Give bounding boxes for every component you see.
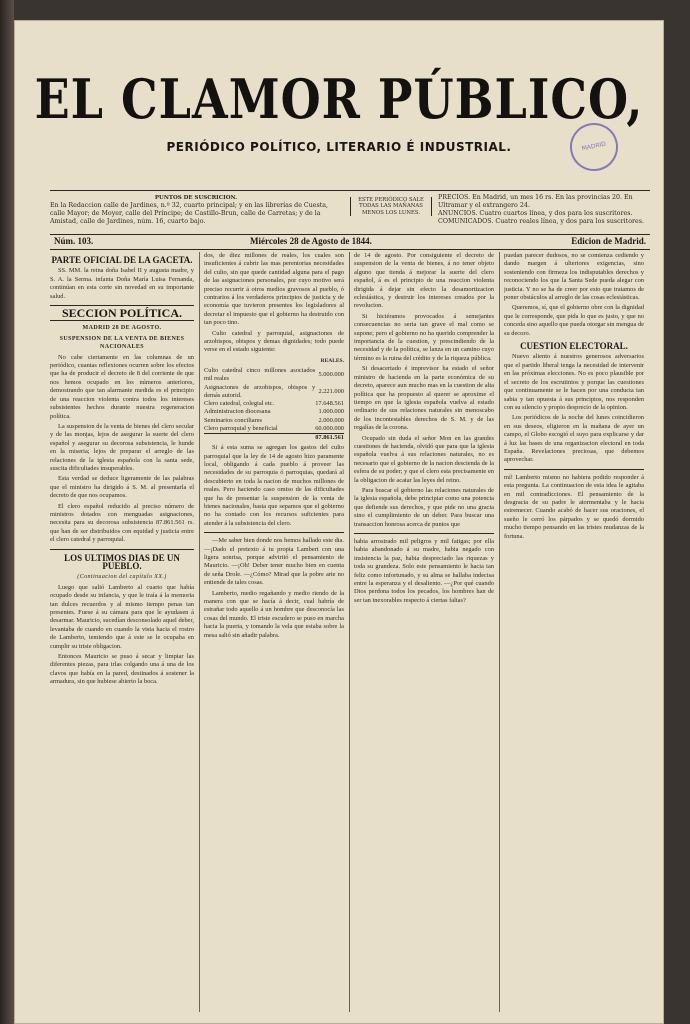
paragraph: Si hiciéramos provocados á semejantes consecuencias no seria tan grave el mal como se supone; pero el gobierno no ha querido comprender la importancia de la cuestion, y prescindiendo de la necesidad y de la política, se lanza en un camino cuyo término es la ruina del crédito y de la riqueza pública. <box>354 312 494 362</box>
electoral-heading: CUESTION ELECTORAL. <box>520 341 628 352</box>
paragraph: Nuevo aliento á nuestros generosos adversarios que el partido liberal tenga la necesidad de intervenir en las próximas elecciones. No es poco plausible por el secreto de los escrutinios y porque las cuestiones que continuamente se le hacen por una conducta tan sabia y tan opuesta á sus principios, nos responden con su silencio y propio desprecio de la opinion. <box>504 353 644 411</box>
table-value: 17.648.561 <box>315 400 344 408</box>
table-row <box>204 417 344 425</box>
prices-block <box>438 194 652 225</box>
issue-number: Núm. 103. <box>54 236 94 246</box>
paragraph: Ocupado sin duda el señor Mon en las grandes cuestiones de hacienda, olvidó que para que la iglesia española vuelva á sus relaciones naturales, no es necesario que el gobierno de la nacion descienda de la esfera de su poder; y que el clero esta precisamente en la obligacion de acatar las leyes del reino. <box>354 434 494 484</box>
article-heading: SUSPENSION DE LA VENTA DE BIENES NACIONALES <box>59 335 185 351</box>
table-heading: REALES. <box>320 357 344 364</box>
table-value: 1.000.000 <box>318 408 344 416</box>
table-label: Clero catedral, colegial etc. <box>204 400 275 408</box>
newspaper-subtitle: PERIÓDICO POLÍTICO, LITERARIO É INDUSTRIAL. <box>166 140 512 154</box>
novel-paragraph: —Me saber bien donde nos hemos hallado este dia. —¡Dado el pretexto á tu propia Lambert con una ligera sonrisa, porque advirtió el pensamiento de Mauricio. —¡Oh! Deber tener mucho bien en cuenta de seña Drole. —¿Cómo? Mirad que la pobre arte no entiende de tales cosas. <box>204 537 344 587</box>
table-label: Clero parroquial y beneficial <box>204 424 278 432</box>
table-value: 60.000.000 <box>315 424 344 432</box>
subscription-info <box>50 190 650 231</box>
paragraph: Si desacertado é imprevisor ha estado el señor ministro de hacienda en la parte económica de su decreto, aparece aun mucho mas en la cuestion de alta política que ha propuesto al querer se aproxime el tiempo en que la iglesia española vuelva al estado ordinario de sus relaciones naturales sin menoscabo de los incontestables derechos de S. M. y de las regalías de la corona. <box>354 365 494 432</box>
paragraph: dos, de diez millones de reales, los cuales son insuficientes á cubrir las mas perentorias necesidades del culto, sin que quede cantidad alguna para el pago de las asignaciones personales, por cuyo motivo será preciso recurrir á otros medios gravosos al pueblo, ó contrarios á los verdaderos principios de justicia y de economía que tuvieron presentes los legisladores al decretar el impuesto que el gobierno ha destruido con tan poco tino. <box>204 252 344 327</box>
paragraph: Si á esta suma se agregan los gastos del culto parroquial que la ley de 14 de agosto hizo paramente local, obligando á cada pueblo á proveer las necesidades de su parroquia ó parroquias, quedará al descubierto en toda la nacion de muchos millones de reales. Pero haciendo caso omiso de las dificultades que ha de presentar la suspension de la venta de bienes nacionales, basta que sepamos que el gobierno no ha contado con los recursos suficientes para atender á la subsistencia del clero. <box>204 444 344 527</box>
masthead <box>14 67 664 154</box>
newspaper-title: EL CLAMOR PÚBLICO, <box>34 67 644 131</box>
paragraph: Los periódicos de la noche del lunes coincidieron en sus deseos, eligieron en la mañana de ayer un campo, el Globo escogió el suyo para explicarse y dar á luz las bases de una organizacion electoral en toda España. Revelaciones preciosas, que debemos aprovechar. <box>504 414 644 464</box>
paragraph: de 14 de agosto. Por consiguiente el decreto de suspension de la venta de bienes, á no tener objeto alguno que tienda á mejorar la suerte del clero español, á es el principio de una reaccion violenta dirigida á dejar sin efecto la desamortizacion eclesiástica, y destruir los intereses creados por la revolucion. <box>354 252 494 310</box>
novel-paragraph: Entonces Mauricio se puso á secar y limpiar las diferentes piezas, para irlas colgando una á una de los clavos que había en la pared, destinados á sostener la armadura, sin que hubiese abierto la boca. <box>50 653 194 686</box>
library-stamp: MADRID <box>566 119 623 176</box>
column-1 <box>50 252 194 1012</box>
column-rule <box>199 252 200 1012</box>
section-heading: SECCION POLÍTICA. <box>50 305 194 321</box>
table-row <box>204 408 344 416</box>
comunicados-text: COMUNICADOS. Cuatro reales línea, y dos para los suscritores. <box>438 217 644 225</box>
paragraph: puedan parecer dudosos, no se comienza cediendo y dando margen á ulteriores exigencias, sino sosteniendo con firmeza los indisputables derechos y reconociendo los que la Santa Sede pueda alegar con justicia. Y no se ha de creer por esto que tratamos de poner obstáculos al arreglo de las cosas eclesiásticas. <box>504 252 644 302</box>
paragraph: Culto catedral y parroquial, asignaciones de arzobispos, obispos y demas dignidades; todo puede verse en el estado siguiente: <box>204 329 344 354</box>
place-date: MADRID 28 DE AGOSTO. <box>82 325 162 332</box>
divider <box>504 469 644 470</box>
dateline <box>50 234 650 250</box>
novel-paragraph: habia arrostrado mil peligros y mil fatigas; por ella habia abandonado á su madre, habia negado con insistencia la paz, habia despreciado las riquezas y toda su grandeza. Solo este pensamiento le hacia tan feliz como infortunado, y su alma se hallaba indecisa entre la esperanza y el desaliento. —¿Por qué cuando Dios perdona todos los pecados, los hombres han de ser tan inexorables respecto á ciertas faltas? <box>354 538 494 604</box>
novel-paragraph: Lamberto, medio regañando y medio riendo de la manera con que se hacía á decir, cual habría de estrañar todo aquello á un hombre que desconocía las cosas del mundo. El triste escudero se puso en marcha hacia la puerta, y tomando la vela que estaba sobre la mesa salió sin añadir palabra. <box>204 589 344 639</box>
column-3 <box>354 252 494 1012</box>
paragraph: Para buscar el gobierno las relaciones naturales de la iglesia española, debe principiar como una potencia que defiende sus derechos, y que pide no una gracia sino el cumplimiento de un deber. Para buscar una transaccion honrosa acerca de puntos que <box>354 486 494 528</box>
novel-subheading: (Continuacion del capítulo XX.) <box>77 574 167 581</box>
divider <box>354 533 494 534</box>
table-value: 2.000.000 <box>318 416 344 424</box>
paragraph: La suspension de la venta de bienes del clero secular y de las monjas, lejos de asegurar la suerte del clero español y asegurar su decorosa subsistencia, le hunde en la miseria; lejos de preparar el arreglo de las relaciones de la iglesia española con la santa sede, suscita dificultades insuperables. <box>50 422 194 472</box>
divider <box>204 532 344 533</box>
column-2 <box>204 252 344 1012</box>
table-label: Asignaciones de arzobispos, obispos y demás autorid. <box>204 383 316 399</box>
ads-text: ANUNCIOS. Cuatro cuartos línea, y dos para los suscritores. <box>438 209 633 217</box>
publication-schedule: ESTE PERIÓDICO SALE TODAS LAS MAÑANAS MENOS LOS LUNES. <box>350 197 432 216</box>
paragraph: Queremos, sí, que el gobierno obre con la dignidad que le corresponde, que pida lo que es justo, y que no conceda sino aquello que pueda otorgar sin mengua de su decoro. <box>504 304 644 337</box>
subscription-text: En la Redaccion calle de Jardines, n.º 32, cuarto principal; y en las librerías de Cuesta, calle Mayor; de Moyer, calle del Príncipe; de Castillo-Brun, calle de Carretas; y de la Amistad, calle de Jardines, núm. 16, cuarto bajo. <box>50 201 329 225</box>
subscription-heading: PUNTOS DE SUSCRICION. <box>154 195 238 201</box>
table-row <box>204 400 344 408</box>
divider <box>50 549 194 550</box>
paragraph: El clero español reducido al preciso número de ministros dotados con menguadas asignaciones, necesita para su decorosa subsistencia 87.861.561 rs. que han de ser distribuidos con equidad y justicia entre el clero catedral y parroquial. <box>50 502 194 544</box>
novel-paragraph: mí! Lamberto mismo no habiera podido responder á esta pregunta. La continuacion de esta idea le agitaba en mil contradicciones. El pensamiento de la desgracia de su padre le atormentaba y le hacia estremecer. Cuando acabó de hacer sus oraciones, el sueño le cerró los párpados y se quedó dormido mucho tiempo pensando en las tristes mudanzas de la fortuna. <box>504 473 644 540</box>
edition-label: Edicion de Madrid. <box>571 236 646 246</box>
table-row <box>204 384 344 400</box>
book-spine <box>0 0 14 1024</box>
newspaper-page <box>14 20 664 1024</box>
table-row <box>204 367 344 383</box>
novel-paragraph: Luego que salió Lamberto al cuarto que había ocupado desde su infancia, y que le traía á la memoria tan dulces recuerdos y al mismo tiempo penas tan presentes. Fuese á su cámara para que le ayudasen á desarmar. Mauricio, sucedían desconsolado aquel deber, levantaba de cuando en cuando la vista hacia el rostro de Lamberto, temiendo que á este se le ocupaba en cumplir su triste obligacion. <box>50 583 194 650</box>
budget-table <box>204 367 344 442</box>
table-value: 2.221.000 <box>318 387 344 395</box>
table-label: Culto catedral cinco millones asociados mil reales <box>204 367 316 383</box>
table-label: Administracion diocesana <box>204 408 271 416</box>
issue-date: Miércoles 28 de Agosto de 1844. <box>250 236 372 246</box>
table-row <box>204 425 344 434</box>
column-4 <box>504 252 644 1012</box>
official-text: SS. MM. la reina doña Isabel II y augusta madre, y S. A. la Serma. infanta Doña María Luisa Fernanda, continúan en esta corte sin novedad en su importante salud. <box>50 267 194 300</box>
total-value: 87.861.561 <box>315 433 344 441</box>
subscription-points <box>50 195 342 225</box>
table-total-row <box>204 433 344 442</box>
paragraph: Esta verdad se deduce ligeramente de las palabras que el ministro ha dirigido á S. M. al presentarla el decreto de que nos ocupamos. <box>50 475 194 500</box>
official-heading: PARTE OFICIAL DE LA GACETA. <box>51 255 193 265</box>
novel-heading: LOS ULTIMOS DIAS DE UN PUEBLO. <box>64 552 180 571</box>
prices-text: PRECIOS. En Madrid, un mes 16 rs. En las provincias 20. En Ultramar y el extrangero 24. <box>438 194 633 209</box>
paragraph: No cabe ciertamente en las columnas de un periódico, cuantas reflexiones ocurren sobre los efectos que ha de producir el decreto de 8 del corriente de que nos hemos ocupado en los números anteriores, demostrando que tan alarmante medida es el principio de una reaccion violenta contra todos los intereses subsistentes hechos durante nuestra regeneracion política. <box>50 353 194 420</box>
column-rule <box>349 252 350 1012</box>
table-value: 5.000.000 <box>318 371 344 379</box>
table-label: Seminarios conciliares <box>204 416 263 424</box>
column-rule <box>499 252 500 1012</box>
